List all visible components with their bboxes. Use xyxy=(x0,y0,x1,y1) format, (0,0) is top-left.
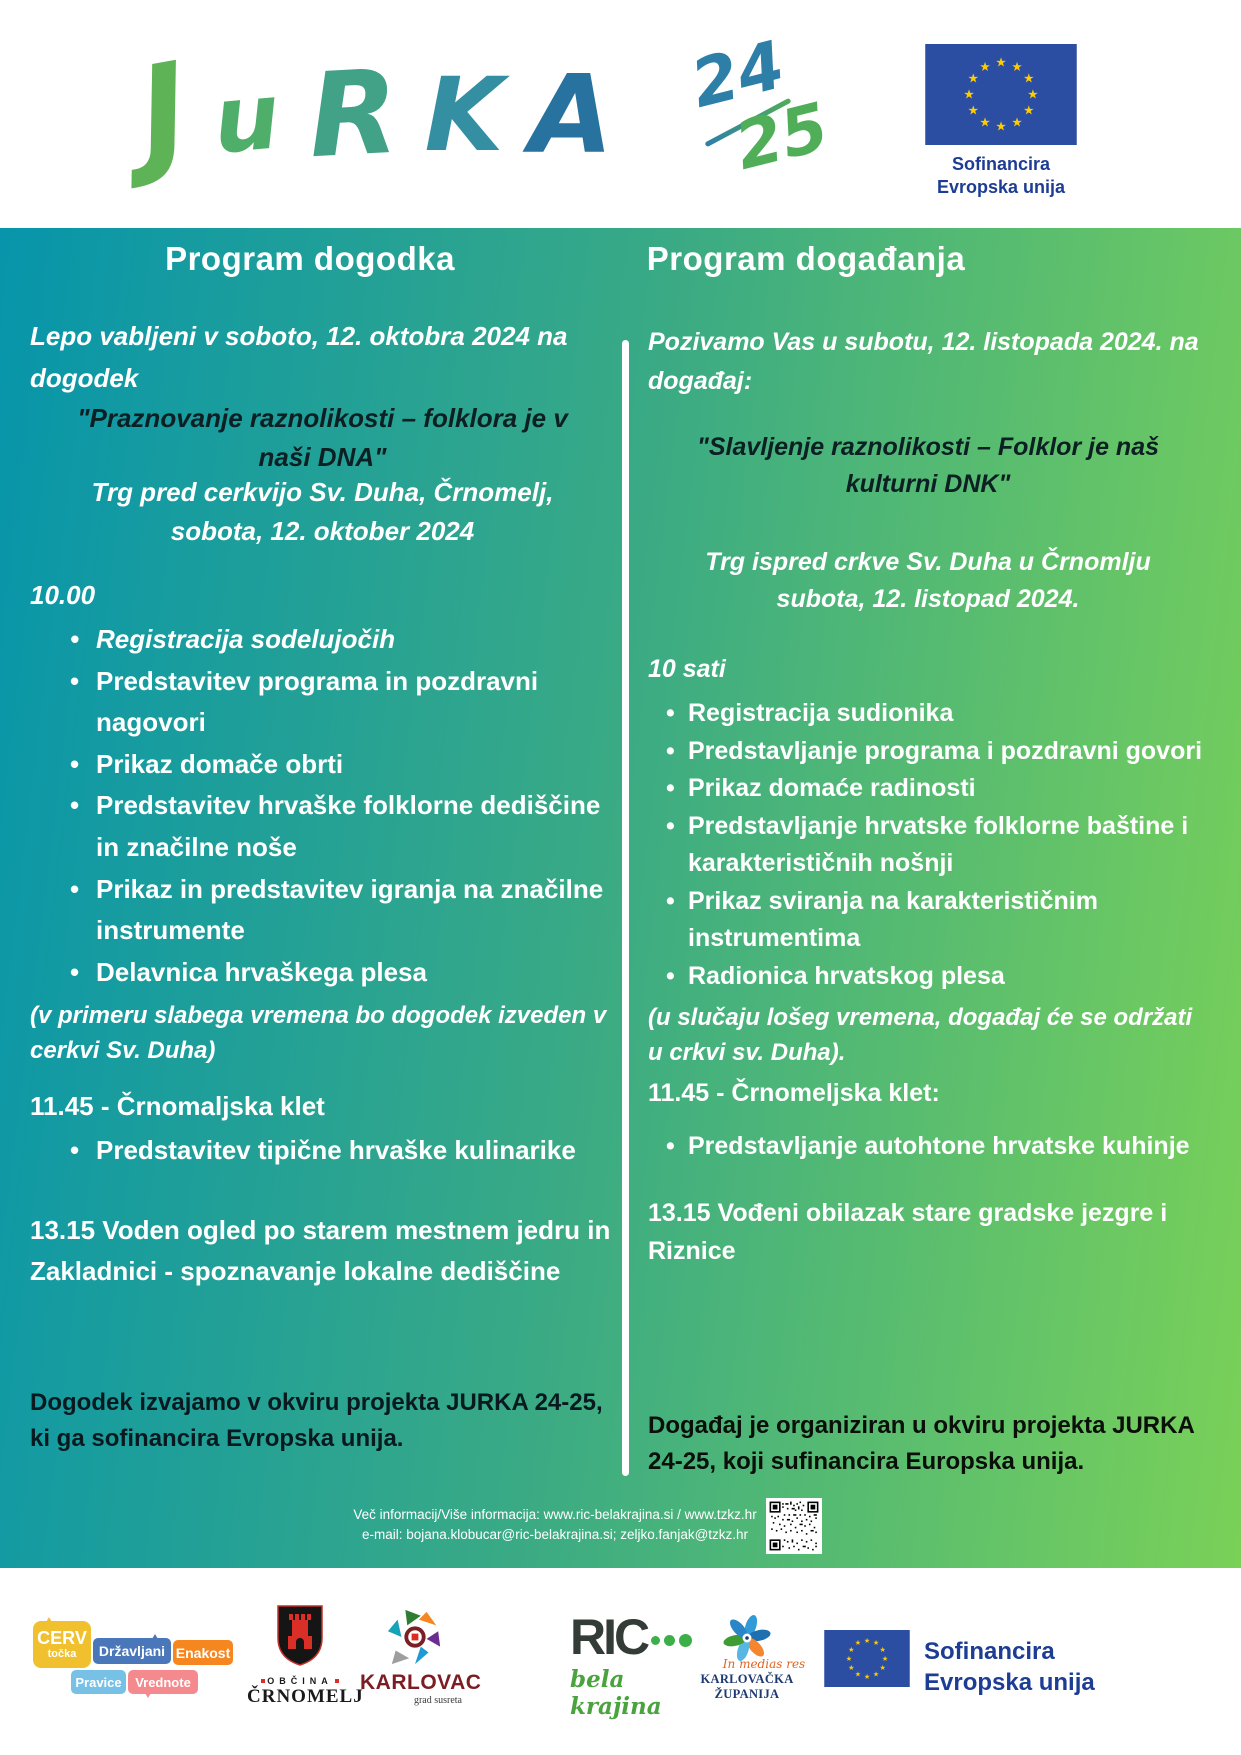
eu-flag-icon xyxy=(824,1630,910,1687)
svg-text:★: ★ xyxy=(979,114,991,130)
schedule-list xyxy=(30,619,615,993)
schedule-time-tour: 13.15 Voden ogled po starem mestnem jedru in Zakladnici - spoznavanje lokalne dediščine xyxy=(30,1214,611,1287)
jurka-letter: A xyxy=(529,53,614,178)
crnomelj-line1: OBČINA xyxy=(267,1676,333,1686)
schedule-item: • Prikaz sviranja na karakterističnim instrumentima xyxy=(688,883,1208,958)
schedule-time: 10.00 xyxy=(30,580,96,611)
svg-text:★: ★ xyxy=(967,102,979,118)
schedule-item: • Prikaz in predstavitev igranja na značilne instrumente xyxy=(96,869,615,952)
funding-statement: Događaj je organiziran u okviru projekta JURKA 24-25, koji sufinancira Europska unija. xyxy=(648,1412,1194,1476)
svg-text:★: ★ xyxy=(979,58,991,74)
svg-text:★: ★ xyxy=(1027,86,1039,102)
year-25: 25 xyxy=(728,88,836,185)
jurka-letter: K xyxy=(424,56,504,175)
svg-text:★: ★ xyxy=(1023,102,1035,118)
schedule-item: • Registracija sudionika xyxy=(688,695,1208,733)
invitation-text: Lepo vabljeni v soboto, 12. oktobra 2024 na dogodek xyxy=(30,321,568,393)
karlovac-subtitle: grad susreta xyxy=(413,1695,462,1706)
event-title: "Slavljenje raznolikosti – Folklor je naš kulturni DNK" xyxy=(696,432,1159,498)
schedule-item: • Predstavitev tipične hrvaške kulinarike xyxy=(96,1130,615,1172)
cerv-tag-drzavljani: Državljani xyxy=(93,1638,171,1664)
schedule-item: • Prikaz domače obrti xyxy=(96,744,615,786)
jurka-letter: u xyxy=(208,62,284,175)
karlovac-title: KARLOVAC xyxy=(360,1671,482,1694)
eu-flag-icon xyxy=(925,44,1077,145)
svg-text:★: ★ xyxy=(1011,114,1023,130)
program-column-croatian xyxy=(648,300,1208,1480)
svg-text:★: ★ xyxy=(854,1669,862,1679)
jurka-letter: J xyxy=(127,34,201,191)
svg-text:★: ★ xyxy=(848,1662,855,1672)
svg-text:★: ★ xyxy=(967,70,979,86)
eu-cofunding-badge-header xyxy=(886,44,1116,198)
schedule-time-klet: 11.45 - Črnomaljska klet xyxy=(30,1090,325,1121)
cerv-tag-pravice: Pravice xyxy=(71,1670,126,1694)
zupanija-motto: In medias res xyxy=(722,1657,806,1671)
schedule-time: 10 sati xyxy=(648,654,726,683)
red-dot-icon xyxy=(335,1679,339,1683)
svg-text:★: ★ xyxy=(854,1638,862,1648)
svg-text:★: ★ xyxy=(995,118,1007,134)
svg-text:★: ★ xyxy=(845,1653,853,1663)
cerv-subtitle: točka xyxy=(47,1648,77,1660)
jurka-logo xyxy=(127,34,614,208)
year-24: 24 xyxy=(684,26,792,123)
svg-text:★: ★ xyxy=(848,1644,855,1654)
svg-text:★: ★ xyxy=(872,1669,880,1679)
schedule-time-tour: 13.15 Vođeni obilazak stare gradske jezgre i Riznice xyxy=(648,1199,1168,1265)
schedule-list xyxy=(648,1128,1208,1166)
ric-subtitle: bela krajina xyxy=(570,1666,662,1720)
schedule-time-klet: 11.45 - Črnomeljska klet: xyxy=(648,1078,940,1107)
crnomelj-line2: ČRNOMELJ xyxy=(247,1686,364,1707)
schedule-item: • Registracija sodelujočih xyxy=(96,619,615,661)
eu-footer-line2: Evropska unija xyxy=(924,1669,1095,1697)
invitation-text: Pozivamo Vas u subotu, 12. listopada 2024. na događaj: xyxy=(648,328,1199,395)
column-divider xyxy=(622,340,629,1476)
qr-code xyxy=(766,1498,822,1554)
svg-text:★: ★ xyxy=(879,1662,886,1672)
svg-text:★: ★ xyxy=(1011,58,1023,74)
info-emails: e-mail: bojana.klobucar@ric-belakrajina.si; zeljko.fanjak@tzkz.hr xyxy=(361,1527,749,1543)
svg-text:★: ★ xyxy=(995,54,1007,70)
cerv-logo xyxy=(33,1612,238,1708)
schedule-item: • Prikaz domaće radinosti xyxy=(688,770,1208,808)
schedule-item: • Predstavljanje hrvatske folklorne baštine i karakterističnih nošnji xyxy=(688,808,1208,883)
jurka-2425-mark xyxy=(684,26,848,199)
schedule-item: • Predstavitev hrvaške folklorne dediščine in značilne noše xyxy=(96,785,615,868)
venue-text: Trg ispred crkve Sv. Duha u Črnomlju subota, 12. listopad 2024. xyxy=(705,547,1151,613)
cerv-tag-enakost: Enakost xyxy=(173,1640,233,1665)
cerv-bubble xyxy=(33,1621,91,1668)
svg-text:★: ★ xyxy=(1023,70,1035,86)
crnomelj-crest-icon xyxy=(275,1604,325,1668)
contact-info xyxy=(340,1505,770,1546)
svg-text:★: ★ xyxy=(963,86,975,102)
red-dot-icon xyxy=(261,1679,265,1683)
funding-statement: Dogodek izvajamo v okviru projekta JURKA 24-25, ki ga sofinancira Evropska unija. xyxy=(30,1388,603,1452)
zupanija-title: KARLOVAČKA ŽUPANIJA xyxy=(700,1672,794,1701)
left-column-title: Program dogodka xyxy=(165,240,455,277)
schedule-item: • Predstavljanje programa i pozdravni govori xyxy=(688,733,1208,771)
svg-text:★: ★ xyxy=(879,1644,886,1654)
svg-text:★: ★ xyxy=(863,1635,871,1645)
eu-badge-line2: Evropska unija xyxy=(936,176,1066,197)
right-column-title: Program događanja xyxy=(646,240,966,277)
program-column-slovenian xyxy=(30,300,615,1457)
cerv-tag-vrednote: Vrednote xyxy=(128,1670,198,1694)
svg-text:★: ★ xyxy=(881,1653,889,1663)
eu-badge-line1: Sofinancira xyxy=(951,154,1051,174)
ric-title: RIC xyxy=(570,1609,648,1665)
schedule-item: • Predstavljanje autohtone hrvatske kuhinje xyxy=(688,1128,1208,1166)
karlovac-logo xyxy=(360,1608,482,1706)
schedule-item: • Radionica hrvatskog plesa xyxy=(688,958,1208,996)
schedule-list xyxy=(30,1130,615,1172)
svg-text:★: ★ xyxy=(872,1638,880,1648)
cerv-title: CERV xyxy=(37,1628,87,1648)
schedule-list xyxy=(648,695,1208,995)
schedule-item: • Predstavitev programa in pozdravni nagovori xyxy=(96,661,615,744)
eu-footer-line1: Sofinancira xyxy=(924,1638,1055,1665)
jurka-letter: R xyxy=(305,44,402,185)
schedule-item: • Delavnica hrvaškega plesa xyxy=(96,952,615,994)
weather-note: (u slučaju lošeg vremena, događaj će se održati u crkvi sv. Duha). xyxy=(648,1004,1193,1066)
venue-text: Trg pred cerkvijo Sv. Duha, Črnomelj, sobota, 12. oktober 2024 xyxy=(91,477,554,547)
info-websites: Več informacij/Više informacija: www.ric-belakrajina.si / www.tzkz.hr xyxy=(353,1507,757,1522)
svg-text:★: ★ xyxy=(863,1671,871,1681)
karlovac-pinwheel-icon xyxy=(386,1608,444,1666)
weather-note: (v primeru slabega vremena bo dogodek izveden v cerkvi Sv. Duha) xyxy=(30,1002,607,1065)
karlovacka-zupanija-logo xyxy=(680,1612,814,1702)
obcina-crnomelj-logo xyxy=(247,1604,364,1708)
event-title: "Praznovanje raznolikosti – folklora je v naši DNA" xyxy=(77,403,568,473)
